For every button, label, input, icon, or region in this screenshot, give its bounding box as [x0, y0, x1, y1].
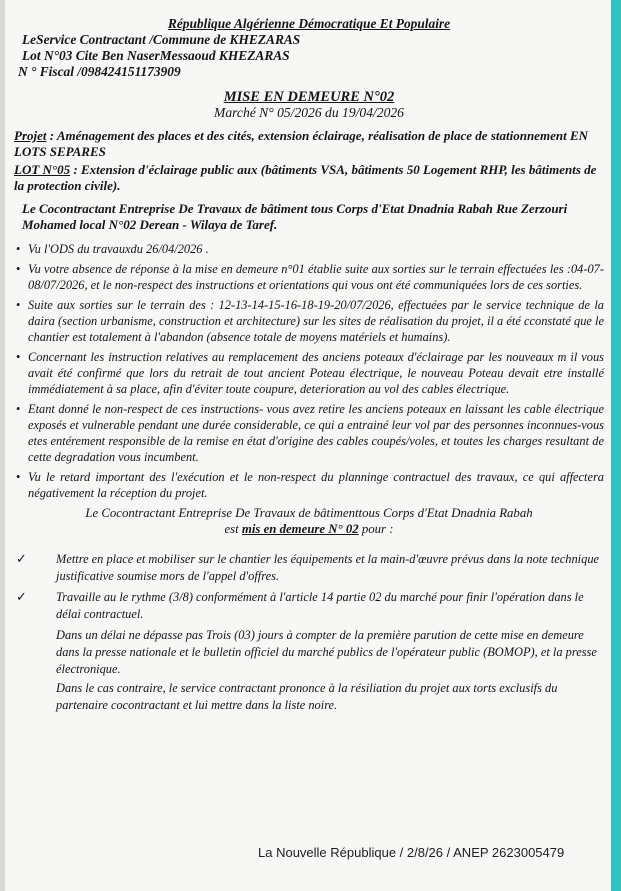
address-line: Lot N°03 Cite Ben NaserMessaoud KHEZARAS [22, 48, 290, 63]
obligations-list [14, 551, 604, 623]
bullet-icon: • [16, 242, 21, 256]
scan-left-edge [0, 0, 5, 891]
contraire-paragraph: Dans le cas contraire, le service contractant prononce à la résiliation du projet aux torts exclusifs du partenaire cocontractant et lui mettre dans la liste noire. [56, 681, 558, 712]
service-line: LeService Contractant /Commune de KHEZARAS [22, 32, 301, 47]
bullet-icon: • [16, 350, 21, 364]
cocontractant-text: Le Cocontractant Entreprise De Travaux de bâtiment tous Corps d'Etat Dnadnia Rabah Rue Zerzouri Mohamed local N°02 Derean - Wilaya de Taref. [22, 201, 568, 232]
bullet-icon: • [16, 402, 21, 416]
mise-intro-line-2: est mis en demeure N° 02 pour : [224, 522, 394, 536]
delai-paragraph: Dans un délai ne dépasse pas Trois (03) jours à compter de la première parution de cette mise en demeure dans la presse nationale et le bulletin officiel du marché publics de l'opérateur public (BOMOP), et la presse électronique. [56, 628, 597, 676]
list-item: • Vu votre absence de réponse à la mise en demeure n°01 établie suite aux sorties sur le terrain effectuées les :04-07-08/07/2026, et le non-respect des instructions et orientations qui vous ont été communiquées lors de ces sorties. [16, 262, 604, 292]
scan-right-edge [611, 0, 621, 891]
list-item: ✓ Travaille au le rythme (3/8) conformément à l'article 14 partie 02 du marché pour finir l'opération dans le délai contractuel. [16, 590, 584, 621]
list-item: ✓ Mettre en place et mobiliser sur le chantier les équipements et la main-d'œuvre prévus dans la note technique justificative soumise mors de l'appel d'offres. [16, 552, 600, 583]
projet-bold: EN LOTS SEPARES [14, 128, 588, 159]
bullet-icon: • [16, 262, 21, 276]
list-item: • Etant donné le non-respect de ces instructions- vous avez retire les anciens poteaux en laissant les cable électrique exposés et vulnerable pendant une durée considerable, ce qui a entrainé leur vol par des personnes inconnues-vous etes entérement responsible de la remise en état d'origine des cables coupés/voles, et toutes les charges resultant de cette degradation vous incumbent. [16, 402, 604, 464]
list-item: • Suite aux sorties sur le terrain des : 12-13-14-15-16-18-19-20/07/2026, effectuées par le service technique de la daira (section urbanisme, construction et architecture) sur les sites de réalisation du projet, il a été cconstaté que le chantier est totalement à l'abandon (absence totale de moyens matériels et humains). [16, 298, 604, 344]
projet-text: : Aménagement des places et des cités, extension éclairage, réalisation de place de stationnement [49, 128, 567, 143]
lot-label: LOT N°05 [14, 162, 71, 177]
lot-text: : Extension d'éclairage public aux (bâtiments VSA, bâtiments 50 Logement RHP, les bâtiments de la protection civile). [14, 162, 597, 193]
projet-block [14, 128, 604, 160]
page-title: MISE EN DEMEURE N°02 [223, 89, 395, 105]
lot-block [14, 162, 604, 194]
publication-footer: La Nouvelle République / 2/8/26 / ANEP 2623005479 [258, 845, 565, 860]
list-item: • Concernant les instruction relatives au remplacement des anciens poteaux d'éclairage par les nouveaux m il vous avait été confirmé que lors du retrait de tout ancient Poteau électrique, le nouveau Poteau devait etre installé immédiatement à sa place, afin d'éviter toute coupure, deterioration au vol des cables électrique. [16, 350, 604, 396]
mise-en-demeure-label: mis en demeure N° 02 [241, 522, 359, 536]
list-item: • Vu le retard important des l'exécution et le non-respect du planninge contractuel des travaux, ce qui affectera négativement la réception du projet. [16, 470, 604, 500]
bullet-icon: • [16, 298, 21, 312]
considerations-list [14, 241, 604, 501]
mise-intro-line-1: Le Cocontractant Entreprise De Travaux de bâtimenttous Corps d'Etat Dnadnia Rabah [85, 506, 533, 520]
marche-line: Marché N° 05/2026 du 19/04/2026 [214, 105, 404, 120]
bullet-icon: • [16, 470, 21, 484]
notice-page [14, 16, 604, 714]
check-icon: ✓ [16, 590, 27, 605]
fiscal-line: N ° Fiscal /098424151173909 [18, 64, 181, 79]
cocontractant-block [14, 201, 604, 233]
list-item: • Vu l'ODS du travauxdu 26/04/2026 . [16, 242, 209, 256]
republic-heading: République Algérienne Démocratique Et Populaire [167, 16, 451, 31]
check-icon: ✓ [16, 552, 27, 567]
projet-label: Projet [14, 128, 47, 143]
